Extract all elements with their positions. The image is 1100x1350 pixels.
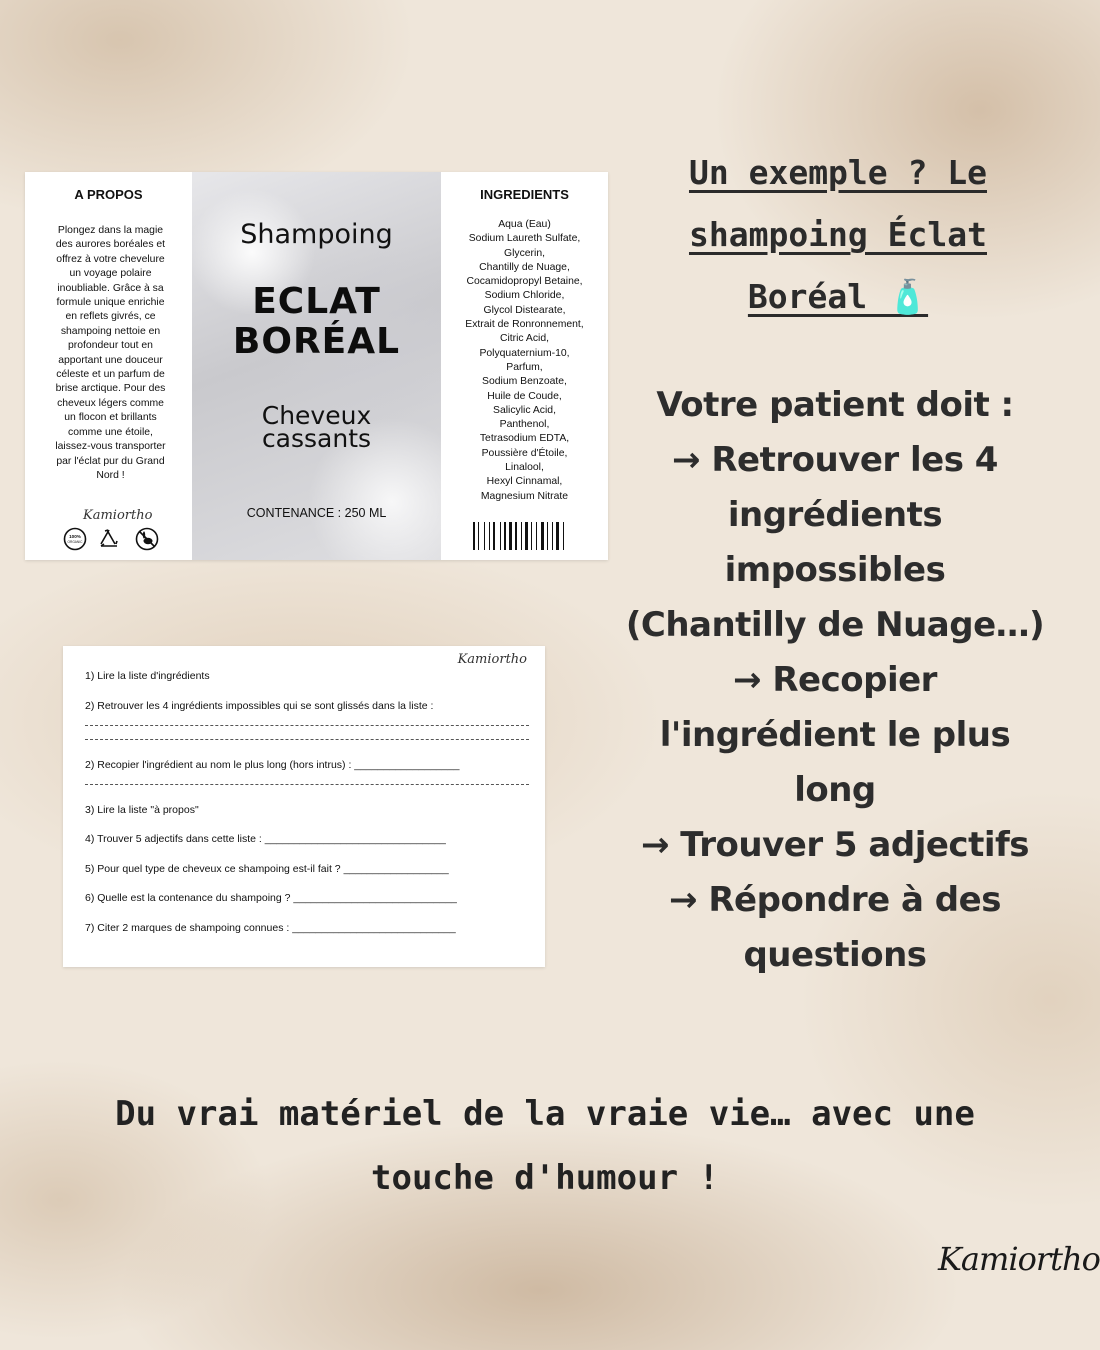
volume: CONTENANCE : 250 ML — [246, 506, 387, 520]
instruction-line: Votre patient doit : — [656, 385, 1014, 425]
about-line: un voyage polaire — [69, 268, 152, 280]
about-line: brise arctique. Pour des — [55, 383, 166, 395]
ingredient: Panthenol, — [499, 419, 550, 431]
instruction-line: questions — [743, 935, 927, 975]
ingredient: Chantilly de Nuage, — [479, 261, 570, 273]
ingredient: Cocamidopropyl Betaine, — [466, 276, 583, 288]
ingredient: Linalool, — [505, 462, 544, 474]
ingredient: Huile de Coude, — [487, 390, 562, 402]
brand-line: BORÉAL — [232, 321, 401, 362]
ingredients-panel — [441, 172, 608, 560]
question-4: 3) Lire la liste "à propos" — [85, 804, 199, 816]
answer-line — [85, 739, 529, 740]
question-3: 2) Recopier l'ingrédient au nom le plus long (hors intrus) : __________________ — [85, 759, 460, 771]
hair-type-line: cassants — [261, 424, 372, 453]
about-line: par l'éclat pur du Grand — [56, 455, 165, 467]
svg-text:100%: 100% — [69, 534, 81, 539]
about-line: des aurores boréales et — [55, 239, 166, 251]
closing-tagline — [60, 1082, 1030, 1210]
recycle-icon — [101, 530, 117, 546]
brand-name — [192, 282, 441, 362]
ingredient: Sodium Chloride, — [484, 290, 565, 302]
ingredient: Parfum, — [506, 361, 543, 373]
organic-badge-icon — [65, 529, 86, 550]
label-signature: Kamiortho — [83, 508, 153, 523]
tagline-line: touche d'humour ! — [371, 1158, 719, 1198]
author-signature: Kamiortho — [938, 1240, 1100, 1278]
hair-type-line: Cheveux — [261, 401, 372, 430]
ingredient: Aqua (Eau) — [498, 219, 551, 230]
ingredients-list — [441, 218, 608, 504]
example-line: Un exemple ? Le — [688, 153, 987, 192]
patient-instructions — [600, 378, 1070, 983]
about-line: shampoing nettoie en — [60, 325, 161, 337]
instruction-line: (Chantilly de Nuage…) — [625, 605, 1045, 645]
question-2: 2) Retrouver les 4 ingrédients impossibles qui se sont glissés dans la liste : — [85, 700, 434, 712]
about-line: cheveux légers comme — [57, 397, 164, 409]
ingredient: Glycol Distearate, — [483, 304, 566, 316]
about-line: offrez à votre chevelure — [56, 253, 165, 265]
question-6: 5) Pour quel type de cheveux ce shampoing est-il fait ? __________________ — [85, 863, 449, 875]
front-panel — [192, 172, 441, 560]
worksheet — [63, 646, 545, 967]
ingredient: Hexyl Cinnamal, — [486, 476, 563, 488]
about-line: formule unique enrichie — [56, 297, 165, 309]
answer-line — [85, 784, 529, 785]
about-panel — [25, 172, 192, 560]
svg-text:ORGANIC: ORGANIC — [67, 540, 83, 544]
question-8: 7) Citer 2 marques de shampoing connues : ____________________________ — [85, 922, 456, 934]
about-line: en reflets givrés, ce — [65, 311, 156, 323]
brand-line: ECLAT — [252, 281, 381, 322]
about-line: apportant une douceur — [58, 354, 163, 366]
instruction-line: → Trouver 5 adjectifs — [640, 825, 1030, 865]
ingredient: Sodium Laureth Sulfate, — [468, 233, 581, 245]
answer-line — [85, 725, 529, 726]
about-line: Plongez dans la magie — [57, 225, 164, 236]
ingredient: Poussière d'Étoile, — [481, 447, 568, 459]
about-line: comme une étoile, — [68, 426, 153, 438]
about-line: profondeur tout en — [68, 340, 153, 352]
ingredient: Tetrasodium EDTA, — [479, 433, 570, 445]
tagline-line: Du vrai matériel de la vraie vie… avec une — [115, 1094, 975, 1134]
about-line: Nord ! — [96, 469, 125, 481]
instruction-line: l'ingrédient le plus — [659, 715, 1011, 755]
example-heading — [628, 142, 1048, 328]
instruction-line: → Répondre à des — [669, 880, 1001, 920]
ingredient: Magnesium Nitrate — [480, 490, 569, 502]
instruction-line: → Retrouver les 4 — [672, 440, 998, 480]
about-text — [43, 224, 178, 483]
question-1: 1) Lire la liste d'ingrédients — [85, 670, 210, 682]
barcode-icon — [473, 522, 585, 550]
instruction-line: long — [794, 770, 876, 810]
worksheet-signature: Kamiortho — [457, 652, 527, 667]
about-line: inoubliable. Grâce à sa — [57, 282, 164, 294]
question-7: 6) Quelle est la contenance du shampoing ? ____________________________ — [85, 892, 457, 904]
ingredients-title: INGREDIENTS — [480, 187, 569, 202]
about-line: céleste et un parfum de — [56, 369, 165, 381]
cruelty-free-icon — [137, 529, 158, 550]
ingredient: Sodium Benzoate, — [482, 376, 567, 388]
about-line: laissez-vous transporter — [55, 441, 166, 453]
example-line: shampoing Éclat — [688, 215, 987, 254]
shampoo-label — [25, 172, 608, 560]
question-5: 4) Trouver 5 adjectifs dans cette liste : _______________________________ — [85, 833, 446, 845]
ingredient: Glycerin, — [504, 247, 545, 259]
instruction-line: impossibles — [724, 550, 946, 590]
product-type: Shampoing — [240, 219, 393, 250]
certification-icons — [63, 526, 163, 552]
about-line: un flocon et brillants — [64, 412, 157, 424]
ingredient: Salicylic Acid, — [493, 404, 556, 416]
ingredient: Polyquaternium-10, — [479, 347, 570, 359]
instruction-line: → Recopier — [733, 660, 937, 700]
ingredient: Citric Acid, — [499, 333, 550, 345]
hair-type — [192, 401, 441, 453]
instruction-line: ingrédients — [727, 495, 943, 535]
example-line: Boréal 🧴 — [747, 277, 929, 316]
about-title: A PROPOS — [74, 187, 143, 202]
ingredient: Extrait de Ronronnement, — [465, 319, 584, 331]
